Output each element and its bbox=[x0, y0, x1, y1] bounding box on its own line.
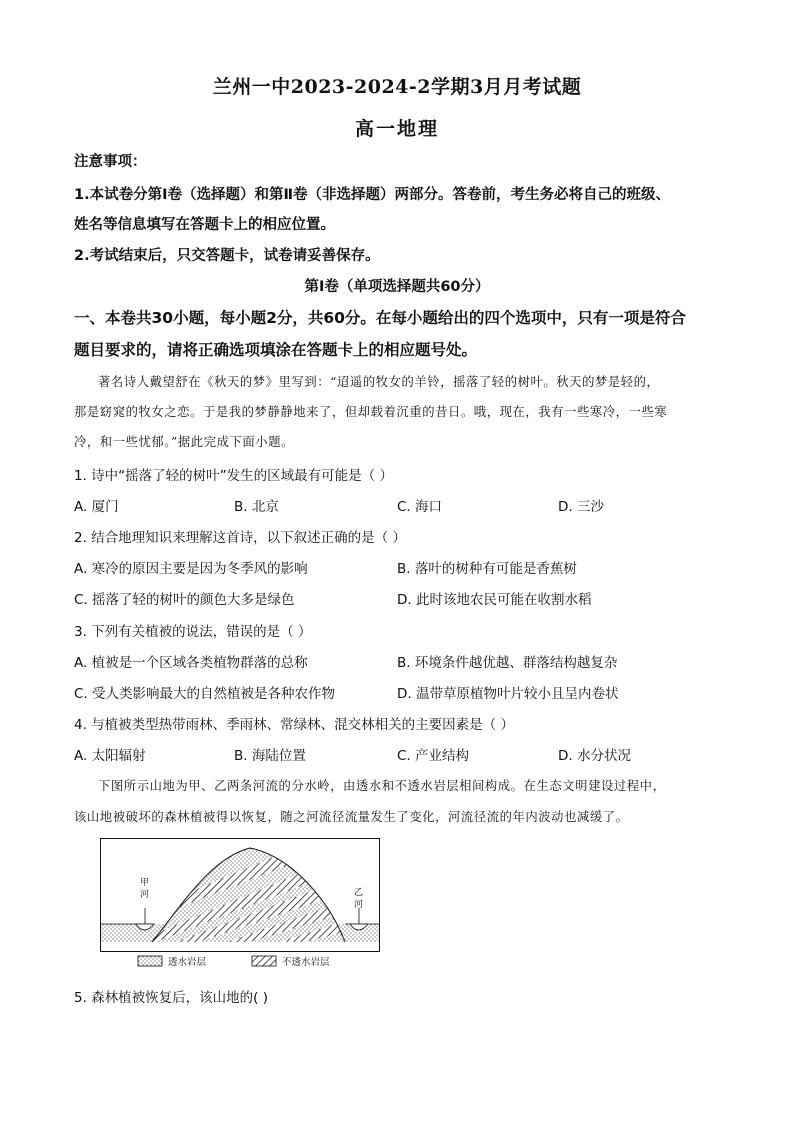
legend-impermeable-swatch bbox=[252, 956, 276, 966]
question-1-option-a[interactable]: A. 厦门 bbox=[74, 499, 119, 515]
question-4-option-a[interactable]: A. 太阳辐射 bbox=[74, 748, 146, 764]
river-jia-label-2: 河 bbox=[140, 890, 150, 900]
legend-impermeable-label: 不透水岩层 bbox=[282, 957, 330, 968]
passage-1-line-1: 著名诗人戴望舒在《秋天的梦》里写到：“迢遥的牧女的羊铃，摇落了轻的树叶。秋天的梦是轻的， bbox=[98, 375, 660, 389]
exam-subject: 高一地理 bbox=[354, 118, 439, 140]
passage-1-line-2: 那是窈窕的牧女之恋。于是我的梦静静地来了，但却载着沉重的昔日。哦，现在，我有一些寒冷，一些寒 bbox=[74, 405, 668, 419]
question-4-option-d[interactable]: D. 水分状况 bbox=[558, 748, 631, 764]
notice-heading: 注意事项： bbox=[74, 154, 147, 170]
passage-1-line-3: 冷，和一些忧郁。”据此完成下面小题。 bbox=[74, 435, 294, 449]
legend-permeable-label: 透水岩层 bbox=[168, 957, 207, 968]
question-1-stem: 1. 诗中“摇落了轻的树叶”发生的区域最有可能是（ ） bbox=[74, 468, 393, 484]
question-3-option-b[interactable]: B. 环境条件越优越、群落结构越复杂 bbox=[397, 655, 618, 671]
passage-2-line-1: 下图所示山地为甲、乙两条河流的分水岭，由透水和不透水岩层相间构成。在生态文明建设过程中， bbox=[98, 779, 666, 793]
mountain-strata-diagram bbox=[100, 838, 382, 974]
question-3-option-a[interactable]: A. 植被是一个区域各类植物群落的总称 bbox=[74, 655, 308, 671]
river-jia-label-1: 甲 bbox=[140, 878, 150, 888]
notice-item-1-line-2: 姓名等信息填写在答题卡上的相应位置。 bbox=[74, 217, 335, 233]
question-2-option-a[interactable]: A. 寒冷的原因主要是因为冬季风的影响 bbox=[74, 561, 308, 577]
question-3-stem: 3. 下列有关植被的说法，错误的是（ ） bbox=[74, 624, 312, 640]
question-2-option-d[interactable]: D. 此时该地农民可能在收割水稻 bbox=[397, 592, 592, 608]
question-1-option-c[interactable]: C. 海口 bbox=[397, 499, 443, 515]
question-5-stem: 5. 森林植被恢复后，该山地的( ) bbox=[74, 990, 268, 1006]
section-title: 第Ⅰ卷（单项选择题共60分） bbox=[304, 279, 490, 295]
question-1-option-d[interactable]: D. 三沙 bbox=[558, 499, 604, 515]
question-4-option-b[interactable]: B. 海陆位置 bbox=[234, 748, 306, 764]
question-3-option-d[interactable]: D. 温带草原植物叶片较小且呈内卷状 bbox=[397, 686, 619, 702]
question-2-stem: 2. 结合地理知识来理解这首诗，以下叙述正确的是（ ） bbox=[74, 530, 406, 546]
notice-item-1-line-1: 1.本试卷分第Ⅰ卷（选择题）和第Ⅱ卷（非选择题）两部分。答卷前，考生务必将自己的班级、 bbox=[74, 187, 671, 203]
question-1-option-b[interactable]: B. 北京 bbox=[234, 499, 279, 515]
river-yi-label-2: 河 bbox=[354, 900, 364, 910]
section-instruction-line-1: 一、本卷共30小题，每小题2分，共60分。在每小题给出的四个选项中，只有一项是符合 bbox=[74, 309, 686, 327]
exam-title: 兰州一中2023-2024-2学期3月月考试题 bbox=[212, 76, 582, 98]
question-4-stem: 4. 与植被类型热带雨林、季雨林、常绿林、混交林相关的主要因素是（ ） bbox=[74, 717, 514, 733]
question-2-option-c[interactable]: C. 摇落了轻的树叶的颜色大多是绿色 bbox=[74, 592, 295, 608]
notice-item-2: 2.考试结束后，只交答题卡，试卷请妥善保存。 bbox=[74, 248, 380, 264]
question-3-option-c[interactable]: C. 受人类影响最大的自然植被是各种农作物 bbox=[74, 686, 336, 702]
question-4-option-c[interactable]: C. 产业结构 bbox=[397, 748, 470, 764]
river-yi-label-1: 乙 bbox=[354, 888, 364, 898]
legend-permeable-swatch bbox=[138, 956, 162, 966]
passage-2-line-2: 该山地被破坏的森林植被得以恢复，随之河流径流量发生了变化，河流径流的年内波动也减缓了。 bbox=[74, 810, 629, 824]
question-2-option-b[interactable]: B. 落叶的树种有可能是香蕉树 bbox=[397, 561, 577, 577]
section-instruction-line-2: 题目要求的，请将正确选项填涂在答题卡上的相应题号处。 bbox=[74, 341, 478, 359]
